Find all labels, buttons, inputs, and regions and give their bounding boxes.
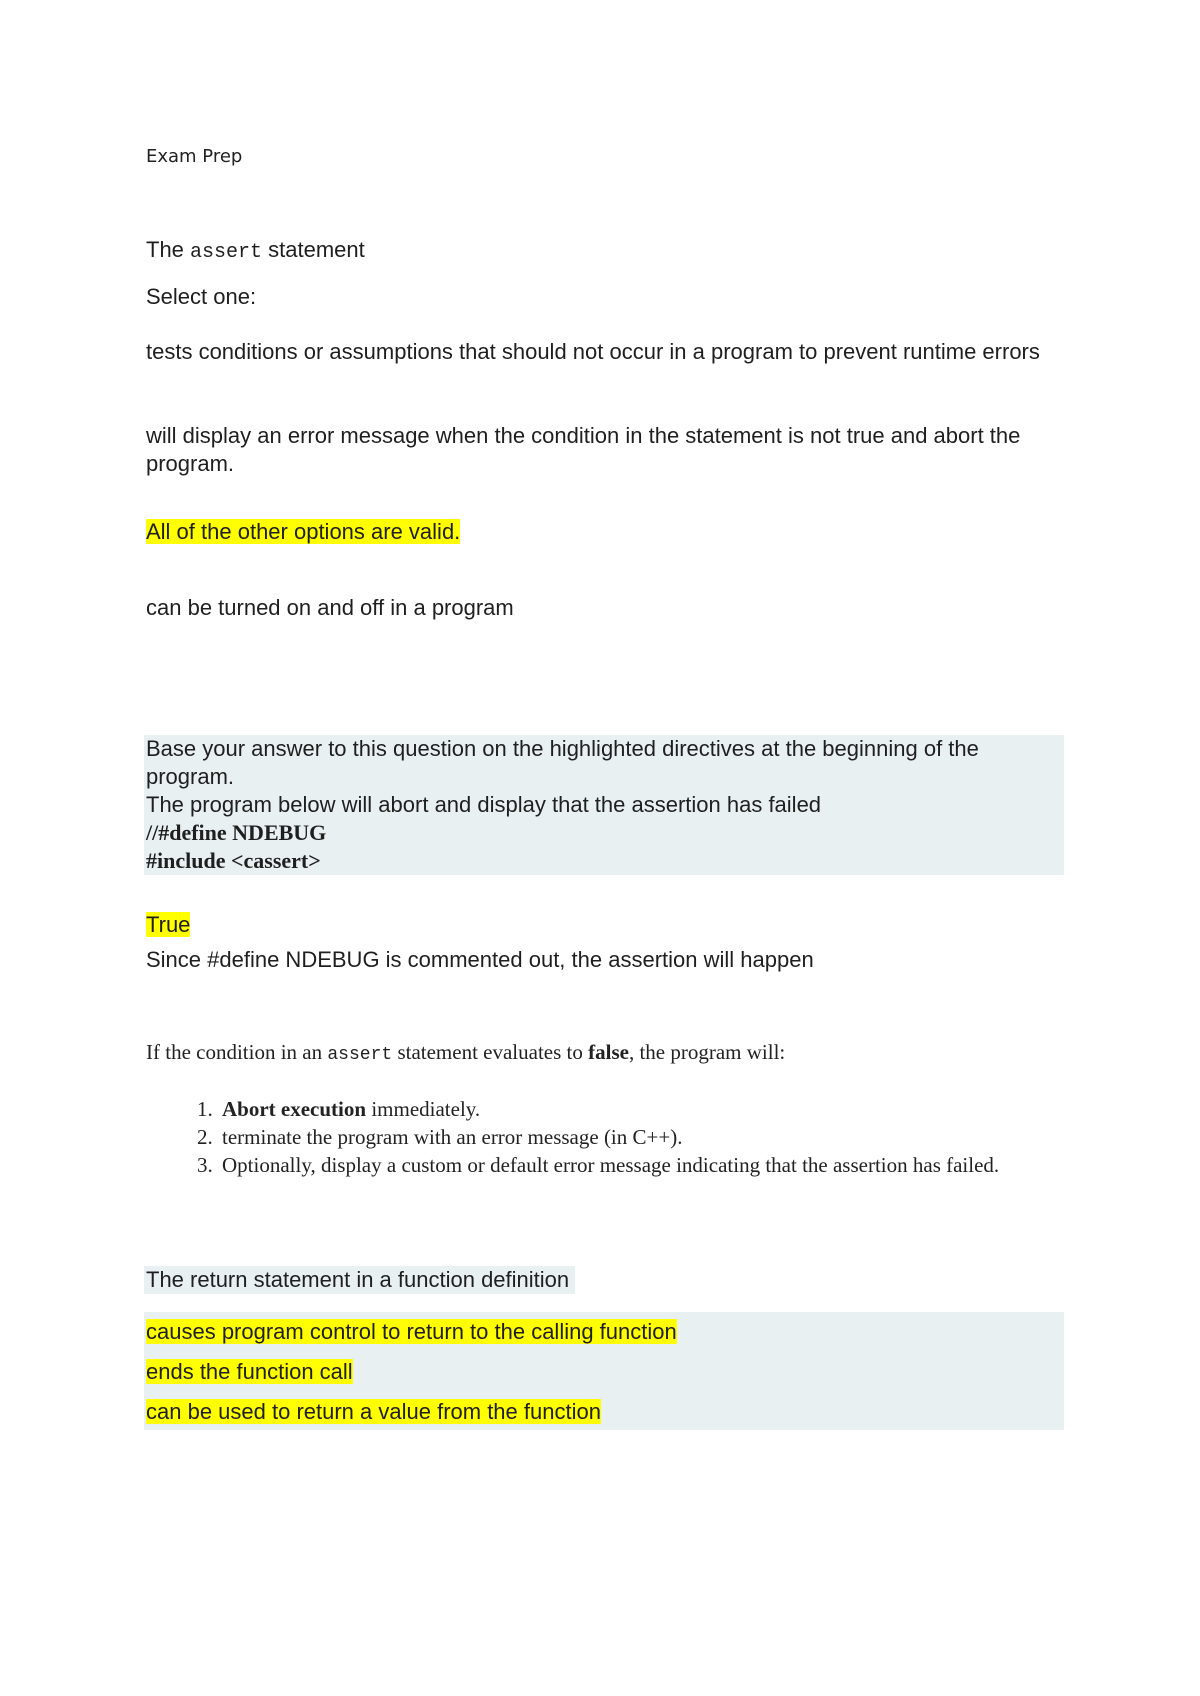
q2-line-2: The program below will abort and display that the assertion has failed <box>146 792 822 817</box>
stem-prefix: The <box>146 237 191 262</box>
q3-list <box>146 1095 1138 1179</box>
question-ndebug-box <box>144 735 1064 875</box>
q2-line-1: Base your answer to this question on the highlighted directives at the beginning of the program. <box>146 736 979 789</box>
q3-list-item <box>218 1095 1138 1123</box>
q3-item-1-rest: immediately. <box>366 1097 481 1121</box>
q2-explanation: Since #define NDEBUG is commented out, the assertion will happen <box>146 947 814 972</box>
option-3-correct <box>146 518 1066 546</box>
document-header: Exam Prep <box>146 146 243 167</box>
q3-list-item <box>218 1123 1138 1151</box>
q4-answer-1-text: causes program control to return to the calling function <box>146 1319 677 1344</box>
select-one-label: Select one: <box>146 284 257 309</box>
q4-answer-3-text: can be used to return a value from the function <box>146 1399 601 1424</box>
stem-suffix: statement <box>262 237 365 262</box>
q4-question-box <box>144 1266 575 1294</box>
q2-code-include: #include <cassert> <box>146 848 321 873</box>
q3-item-2-rest: terminate the program with an error message (in C++). <box>222 1125 683 1149</box>
q3-intro-a: If the condition in an <box>146 1040 328 1064</box>
stem-code: assert <box>190 241 263 264</box>
q2-code-define: //#define NDEBUG <box>146 820 327 845</box>
q3-item-3-rest: Optionally, display a custom or default error message indicating that the assertion has failed. <box>222 1153 1000 1177</box>
q4-answer-3 <box>144 1392 1064 1432</box>
q2-answer-text: True <box>146 912 191 937</box>
q3-intro-b: statement evaluates to <box>392 1040 589 1064</box>
option-1: tests conditions or assumptions that should not occur in a program to prevent runtime errors <box>146 339 1040 364</box>
q4-question: The return statement in a function definition <box>146 1267 570 1292</box>
q3-intro-code: assert <box>327 1045 393 1065</box>
option-2: will display an error message when the condition in the statement is not true and abort the program. <box>146 423 1021 476</box>
q3-list-item <box>218 1151 1138 1179</box>
q3-intro-c: , the program will: <box>628 1040 786 1064</box>
question-stem <box>146 236 1066 267</box>
q4-answer-2 <box>144 1352 1064 1392</box>
q4-answer-2-text: ends the function call <box>146 1359 353 1384</box>
q3-item-1-bold: Abort execution <box>222 1097 367 1121</box>
q3-intro <box>146 1038 1066 1069</box>
option-4: can be turned on and off in a program <box>146 595 514 620</box>
option-3-text: All of the other options are valid. <box>146 519 461 544</box>
q3-intro-bold: false <box>588 1040 629 1064</box>
q4-answer-1 <box>144 1312 1064 1352</box>
q2-answer <box>146 911 1066 939</box>
q4-answers-box <box>144 1312 1064 1430</box>
question-assert <box>146 236 1066 311</box>
